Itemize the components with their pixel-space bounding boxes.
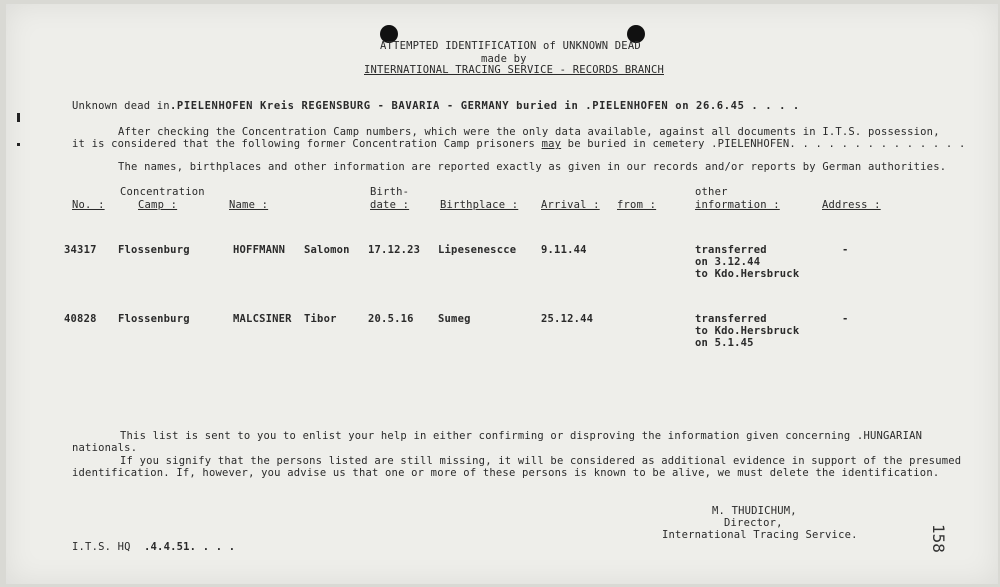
row1-firstname: Salomon [304,244,350,256]
col-header-no: No. : [72,199,105,211]
row2-info-line2: to Kdo.Hersbruck [695,325,800,337]
document-sheet [6,4,998,584]
para1-line2: it is considered that the following former Concentration Camp prisoners may be buried in cemetery .PIELENHOFEN. . . . . . . . . . . . . . [72,138,966,150]
signature-title: Director, [724,517,783,529]
header-organization: INTERNATIONAL TRACING SERVICE - RECORDS BRANCH [364,64,664,76]
row2-surname: MALCSINER [233,313,292,325]
col-header-name: Name : [229,199,269,211]
row1-info-line1: transferred [695,244,767,256]
col-header-from: from : [617,199,657,211]
para1-line1: After checking the Concentration Camp numbers, which were the only data available, against all documents in I.T.S. possession, [118,126,940,138]
para2: The names, birthplaces and other information are reported exactly as given in our records and/or reports by German authorities. [118,161,947,173]
row2-firstname: Tibor [304,313,337,325]
margin-mark [17,143,20,146]
unknown-dead-value: .PIELENHOFEN Kreis REGENSBURG - BAVARIA - GERMANY buried in .PIELENHOFEN on 26.6.45 . . . . [170,100,800,112]
row2-info-line3: on 5.1.45 [695,337,754,349]
footer-ref-value: .4.4.51. . . . [144,541,236,553]
col-header-other-top: other [695,186,728,198]
para4-line1: If you signify that the persons listed are still missing, it will be considered as additional evidence in support of the presumed [120,455,962,467]
col-header-address: Address : [822,199,881,211]
footer-ref-label: I.T.S. HQ [72,541,131,553]
row1-camp: Flossenburg [118,244,190,256]
row1-info-line2: on 3.12.44 [695,256,761,268]
row1-birthdate: 17.12.23 [368,244,421,256]
row2-info-line1: transferred [695,313,767,325]
para3-line1: This list is sent to you to enlist your help in either confirming or disproving the information given concerning .HUNGARIAN [120,430,923,442]
signature-organization: International Tracing Service. [662,529,858,541]
header-title: ATTEMPTED IDENTIFICATION of UNKNOWN DEAD [380,40,641,52]
row2-address: - [842,313,849,325]
row2-birthdate: 20.5.16 [368,313,414,325]
signature-name: M. THUDICHUM, [712,505,797,517]
para3-line2: nationals. [72,442,138,454]
row1-birthplace: Lipesenescce [438,244,517,256]
col-header-arrival: Arrival : [541,199,600,211]
row1-surname: HOFFMANN [233,244,286,256]
col-header-camp-top: Concentration [120,186,205,198]
row1-arrival: 9.11.44 [541,244,587,256]
header-subtitle: made by [481,53,527,65]
col-header-camp: Camp : [138,199,178,211]
row2-camp: Flossenburg [118,313,190,325]
col-header-birth-top: Birth- [370,186,410,198]
margin-mark [17,113,20,122]
col-header-other: information : [695,199,780,211]
row1-address: - [842,244,849,256]
row2-birthplace: Sumeg [438,313,471,325]
para4-line2: identification. If, however, you advise us that one or more of these persons is known to be alive, we must delete the identification. [72,467,940,479]
page-number: 158 [929,524,948,553]
row2-no: 40828 [64,313,97,325]
row1-info-line3: to Kdo.Hersbruck [695,268,800,280]
col-header-birthdate: date : [370,199,410,211]
row1-no: 34317 [64,244,97,256]
col-header-birthplace: Birthplace : [440,199,519,211]
row2-arrival: 25.12.44 [541,313,594,325]
unknown-dead-label: Unknown dead in [72,100,170,112]
